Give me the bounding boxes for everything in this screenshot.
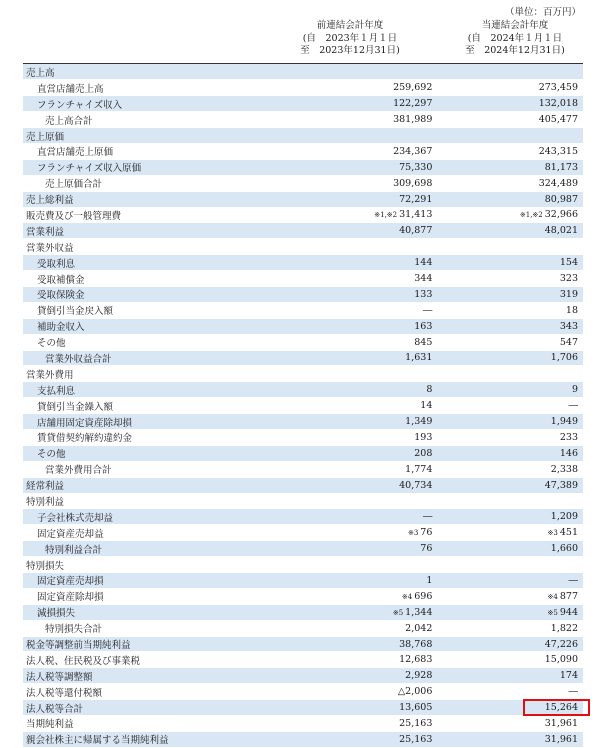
value-text: 2,042 [405,622,433,634]
table-row [23,334,583,350]
row-label: 営業外収益合計 [23,350,307,366]
table-row [23,700,583,716]
value-text: 47,389 [544,479,578,491]
note-marker: ※3 [547,529,558,538]
prev-year-value [307,207,437,223]
table-row [23,223,583,239]
value-text: 132,018 [538,98,578,110]
note-marker: ※1,※2 [519,211,543,220]
prev-year-value [307,366,437,382]
row-label: 営業外費用合計 [23,461,307,477]
value-text: 76 [420,543,433,555]
curr-year-value [437,461,583,477]
row-label: 賃貸借契約解約違約金 [23,429,307,445]
prev-year-value [307,128,437,144]
prev-year-value [307,318,437,334]
prev-year-value [307,429,437,445]
value-text: ― [568,400,578,412]
value-text: 144 [414,257,433,269]
value-text: 547 [559,336,578,348]
table-row [23,445,583,461]
table-row [23,573,583,589]
value-text: 122,297 [393,98,433,110]
table-row [23,461,583,477]
table-row [23,493,583,509]
table-row [23,731,583,747]
prev-year-value [307,80,437,96]
row-label: 特別損失合計 [23,620,307,636]
value-text: 38,768 [399,638,433,650]
curr-year-value [437,64,583,80]
curr-year-value [437,429,583,445]
value-text: ― [422,511,433,523]
curr-year-value [437,414,583,430]
value-text: 31,413 [399,209,433,221]
prev-year-value [307,573,437,589]
prev-year-value [307,684,437,700]
row-label: 子会社株式売却益 [23,509,307,525]
highlight-box [523,699,590,716]
curr-year-value [437,382,583,398]
row-label: フランチャイズ収入 [23,96,307,112]
value-text: 75,330 [399,161,433,173]
curr-year-value [437,271,583,287]
prev-year-value [307,255,437,271]
prev-year-value [307,64,437,80]
curr-year-value [437,604,583,620]
prev-year-value [307,461,437,477]
prev-year-value [307,652,437,668]
value-text: 343 [559,320,578,332]
table-row [23,96,583,112]
row-label: 減損損失 [23,604,307,620]
curr-year-value [437,255,583,271]
value-text: 1,631 [405,352,433,364]
curr-year-value [437,573,583,589]
prev-year-value [307,191,437,207]
row-label: 当期純利益 [23,716,307,732]
curr-year-value [437,80,583,96]
table-row [23,429,583,445]
header-prev-from: (自 2023年１月１日 [302,32,398,44]
table-row [23,207,583,223]
row-label: 営業利益 [23,223,307,239]
curr-year-value [437,207,583,223]
prev-year-value [307,493,437,509]
value-text: 40,734 [399,479,433,491]
value-text: 309,698 [393,177,433,189]
value-text: 163 [414,320,433,332]
row-label: 税金等調整前当期純利益 [23,636,307,652]
row-label: 特別利益合計 [23,541,307,557]
row-label: 売上原価 [23,128,307,144]
prev-year-value [307,557,437,573]
value-text: 234,367 [393,145,433,157]
row-label: 法人税、住民税及び事業税 [23,652,307,668]
value-text: 2,928 [405,670,433,682]
prev-year-value [307,159,437,175]
table-row [23,652,583,668]
curr-year-value [437,716,583,732]
table-row [23,302,583,318]
curr-year-value [437,366,583,382]
row-label: その他 [23,334,307,350]
value-text: 243,315 [538,145,578,157]
table-row [23,128,583,144]
value-text: 32,966 [544,209,578,221]
value-text: 133 [414,288,433,300]
header-curr-from: (自 2024年１月１日 [467,32,563,44]
curr-year-value [437,398,583,414]
table-row [23,255,583,271]
curr-year-value [437,525,583,541]
value-text: ― [422,304,433,316]
value-text: 1,660 [550,543,578,555]
table-row [23,557,583,573]
row-label: 販売費及び一般管理費 [23,207,307,223]
value-text: 31,961 [544,717,578,729]
curr-year-value [437,96,583,112]
value-text: 1,706 [550,352,578,364]
prev-year-value [307,541,437,557]
row-label: 売上高合計 [23,112,307,128]
prev-year-value [307,239,437,255]
row-label: 直営店舗売上高 [23,80,307,96]
row-label: 売上高 [23,64,307,80]
row-label: 受取保険金 [23,286,307,302]
note-marker: ※4 [547,592,558,601]
value-text: 25,163 [399,717,433,729]
value-text: 48,021 [544,225,578,237]
curr-year-value [437,493,583,509]
prev-year-value [307,96,437,112]
header-previous-year [280,20,420,62]
prev-year-value [307,636,437,652]
prev-year-value [307,143,437,159]
value-text: ― [568,686,578,698]
prev-year-value [307,588,437,604]
row-label: その他 [23,445,307,461]
prev-year-value [307,525,437,541]
prev-year-value [307,445,437,461]
curr-year-value [437,112,583,128]
value-text: 696 [414,590,433,602]
row-label: 受取補償金 [23,271,307,287]
value-text: 15,264 [544,702,578,714]
value-text: 174 [559,670,578,682]
prev-year-value [307,286,437,302]
value-text: 146 [559,447,578,459]
value-text: 72,291 [399,193,433,205]
value-text: 323 [559,273,578,285]
value-text: 319 [559,288,578,300]
note-marker: ※3 [407,529,419,538]
table-row [23,477,583,493]
curr-year-value [437,286,583,302]
value-text: 14 [420,400,433,412]
row-label: 親会社株主に帰属する当期純利益 [23,731,307,747]
table-row [23,382,583,398]
curr-year-value [437,668,583,684]
prev-year-value [307,731,437,747]
row-label: 貸倒引当金繰入額 [23,398,307,414]
row-label: 固定資産売却損 [23,573,307,589]
value-text: 9 [571,384,578,396]
table-row [23,350,583,366]
value-text: 1,209 [550,511,578,523]
prev-year-value [307,700,437,716]
curr-year-value [437,636,583,652]
table-row [23,525,583,541]
curr-year-value [437,620,583,636]
value-text: 405,477 [538,114,578,126]
value-text: 944 [559,606,578,618]
curr-year-value [437,350,583,366]
curr-year-value [437,509,583,525]
header-prev-to: 至 2023年12月31日) [300,45,400,56]
value-text: 1 [426,574,433,586]
prev-year-value [307,668,437,684]
value-text: 845 [414,336,433,348]
note-marker: ※5 [392,608,404,617]
value-text: 381,989 [393,114,433,126]
value-text: 15,090 [544,654,578,666]
value-text: 208 [414,447,433,459]
prev-year-value [307,271,437,287]
value-text: 193 [414,431,433,443]
value-text: 31,961 [544,733,578,745]
table-row [23,398,583,414]
curr-year-value [437,159,583,175]
table-row [23,239,583,255]
table-row [23,191,583,207]
curr-year-value [437,143,583,159]
header-curr-title: 当連結会計年度 [481,20,549,31]
table-row [23,588,583,604]
curr-year-value [437,684,583,700]
table-row [23,271,583,287]
row-label: 法人税等還付税額 [23,684,307,700]
row-label: 特別損失 [23,557,307,573]
value-text: 1,949 [550,416,578,428]
value-text: 344 [414,273,433,285]
table-row [23,636,583,652]
value-text: 40,877 [399,225,433,237]
table-row [23,175,583,191]
note-marker: ※1,※2 [374,211,398,220]
prev-year-value [307,477,437,493]
prev-year-value [307,223,437,239]
curr-year-value [437,477,583,493]
row-label: 特別利益 [23,493,307,509]
prev-year-value [307,620,437,636]
curr-year-value [437,175,583,191]
row-label: 法人税等調整額 [23,668,307,684]
row-label: 法人税等合計 [23,700,307,716]
value-text: ― [568,574,578,586]
unit-label: （単位：百万円） [504,7,581,18]
row-label: 売上原価合計 [23,175,307,191]
curr-year-value [437,239,583,255]
value-text: △2,006 [397,686,433,698]
header-prev-title: 前連結会計年度 [316,20,384,31]
value-text: 47,226 [544,638,578,650]
value-text: 1,774 [405,463,433,475]
table-row [23,509,583,525]
curr-year-value [437,588,583,604]
value-text: 8 [426,384,433,396]
curr-year-value [437,302,583,318]
curr-year-value [437,334,583,350]
prev-year-value [307,716,437,732]
header-curr-to: 至 2024年12月31日) [465,45,565,56]
row-label: 売上総利益 [23,191,307,207]
table-row [23,286,583,302]
curr-year-value [437,318,583,334]
value-text: 273,459 [538,82,578,94]
value-text: 18 [565,304,578,316]
curr-year-value [437,223,583,239]
prev-year-value [307,509,437,525]
value-text: 259,692 [393,82,433,94]
value-text: 233 [559,431,578,443]
row-label: 経常利益 [23,477,307,493]
row-label: 営業外費用 [23,366,307,382]
value-text: 451 [559,527,578,539]
table-row [23,604,583,620]
value-text: 154 [559,257,578,269]
prev-year-value [307,350,437,366]
value-text: 324,489 [538,177,578,189]
table-row [23,716,583,732]
value-text: 81,173 [544,161,578,173]
table-row [23,620,583,636]
prev-year-value [307,175,437,191]
prev-year-value [307,302,437,318]
value-text: 877 [559,590,578,602]
table-row [23,414,583,430]
value-text: 1,822 [550,622,578,634]
header-current-year [440,20,590,62]
value-text: 25,163 [399,733,433,745]
prev-year-value [307,398,437,414]
prev-year-value [307,112,437,128]
curr-year-value [437,445,583,461]
table-row [23,541,583,557]
curr-year-value [437,541,583,557]
table-row [23,318,583,334]
note-marker: ※4 [401,592,413,601]
row-label: 固定資産除却損 [23,588,307,604]
table-row [23,668,583,684]
curr-year-value [437,557,583,573]
row-label: 直営店舗売上原価 [23,143,307,159]
value-text: 1,349 [405,416,433,428]
row-label: 支払利息 [23,382,307,398]
table-row [23,366,583,382]
table-row [23,80,583,96]
row-label: 固定資産売却益 [23,525,307,541]
value-text: 80,987 [544,193,578,205]
row-label: 補助金収入 [23,318,307,334]
value-text: 13,605 [399,702,433,714]
value-text: 76 [420,527,433,539]
row-label: 貸倒引当金戻入額 [23,302,307,318]
income-statement-table [23,64,583,748]
value-text: 12,683 [399,654,433,666]
row-label: 受取利息 [23,255,307,271]
table-row [23,112,583,128]
prev-year-value [307,334,437,350]
table-row [23,64,583,80]
curr-year-value [437,652,583,668]
curr-year-value [437,731,583,747]
row-label: 営業外収益 [23,239,307,255]
value-text: 2,338 [550,463,578,475]
prev-year-value [307,604,437,620]
table-row [23,159,583,175]
value-text: 1,344 [405,606,433,618]
table-row [23,684,583,700]
note-marker: ※5 [547,608,558,617]
table-row [23,143,583,159]
row-label: 店舗用固定資産除却損 [23,414,307,430]
row-label: フランチャイズ収入原価 [23,159,307,175]
curr-year-value [437,128,583,144]
prev-year-value [307,382,437,398]
curr-year-value [437,191,583,207]
prev-year-value [307,414,437,430]
